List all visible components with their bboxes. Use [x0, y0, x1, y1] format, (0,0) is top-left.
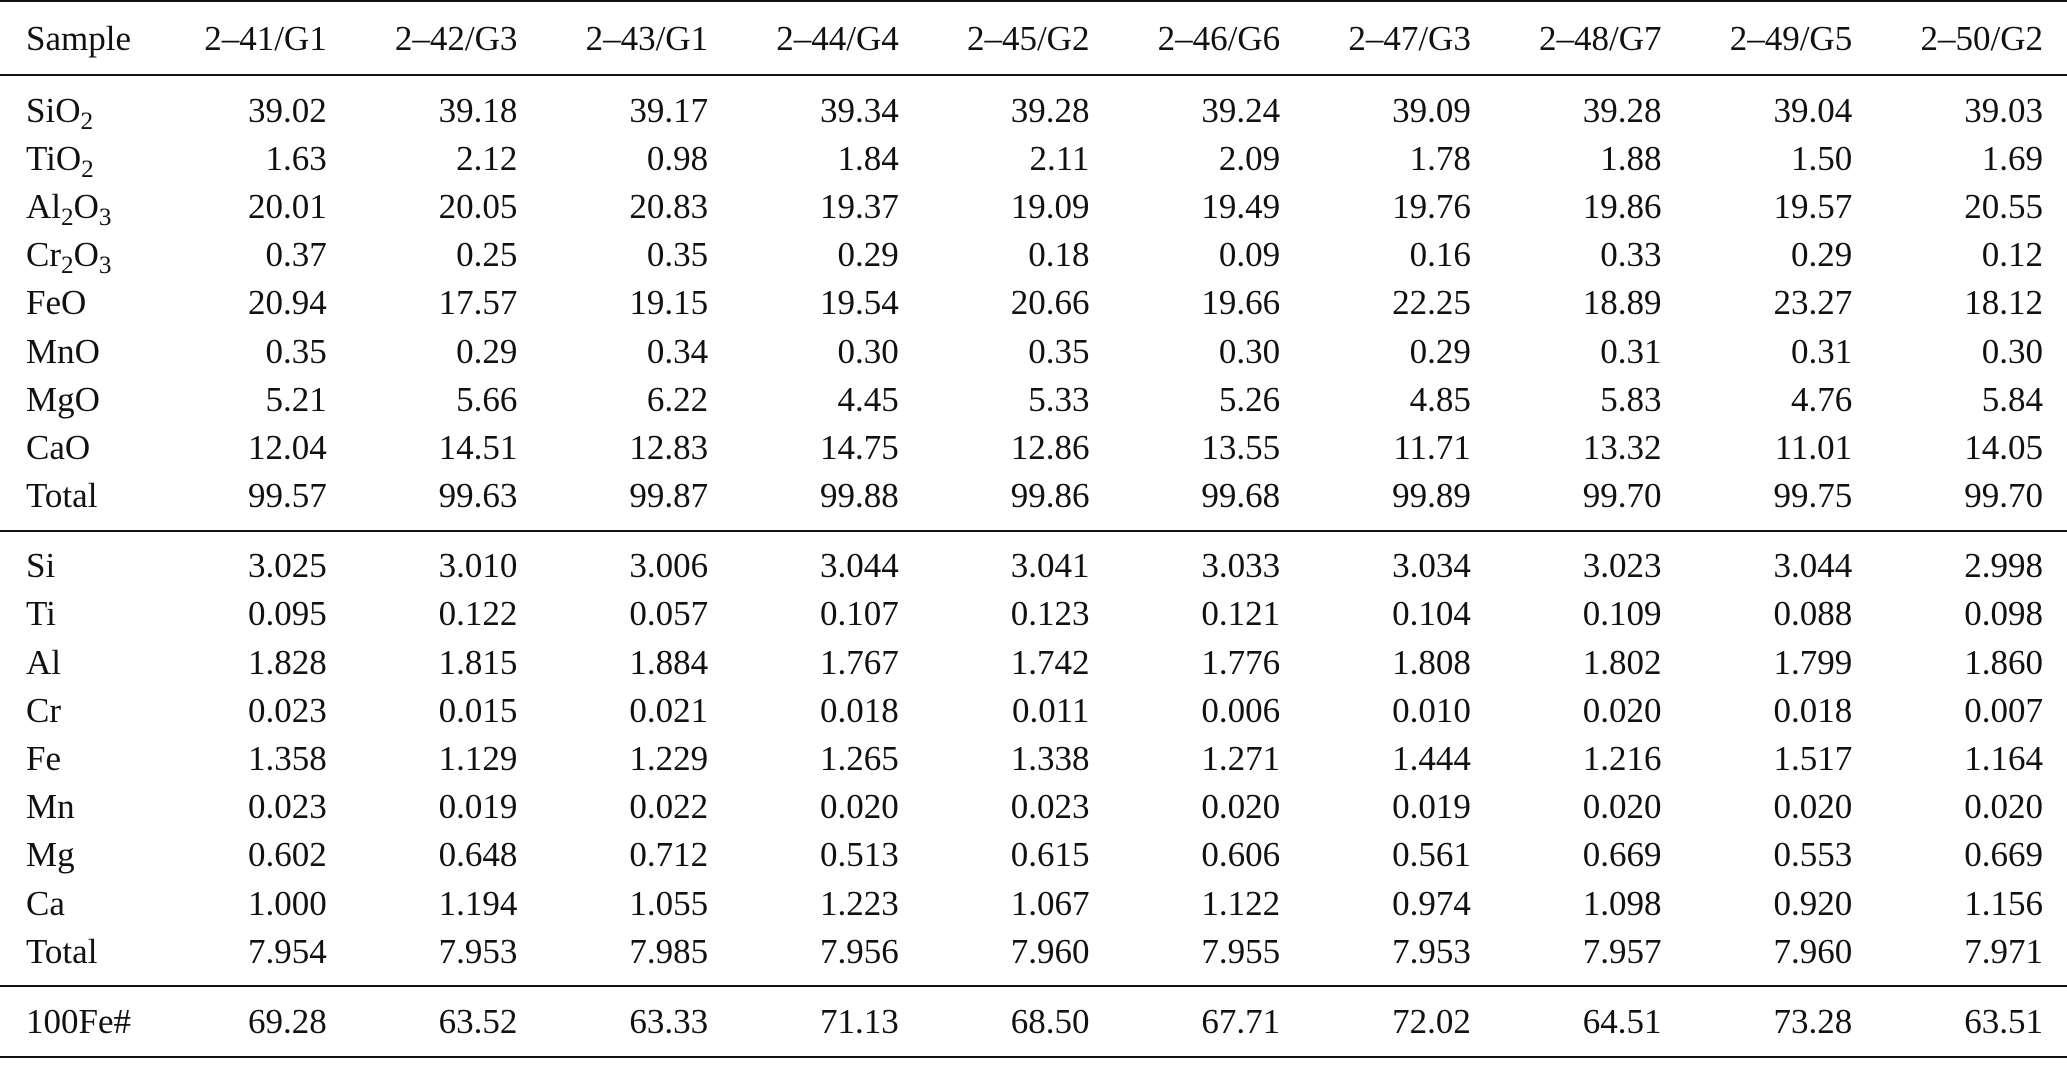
label-text: Si	[26, 546, 56, 586]
table-cell: 1.223	[820, 883, 899, 923]
table-cell: 0.109	[1582, 594, 1662, 634]
table-cell: 19.57	[1773, 186, 1853, 226]
oxide-row	[0, 327, 2067, 375]
table-cell: 0.020	[1201, 787, 1281, 827]
row-label	[0, 231, 160, 279]
table-body	[0, 75, 2067, 1057]
table-cell: 7.985	[629, 931, 709, 971]
table-cell: 0.018	[1773, 690, 1853, 730]
table-cell: 1.067	[1010, 883, 1090, 923]
cation-row	[0, 638, 2067, 686]
row-label	[0, 783, 160, 831]
table-cell: 1.88	[1600, 138, 1662, 178]
table-cell: 39.24	[1201, 90, 1281, 130]
oxide-row	[0, 423, 2067, 471]
column-header-sample-id: 2–50/G2	[1876, 1, 2067, 75]
label-subscript: 3	[98, 204, 112, 232]
table-cell: 19.37	[820, 186, 899, 226]
column-header-sample-id: 2–41/G1	[160, 1, 351, 75]
table-cell: 11.71	[1393, 427, 1471, 467]
table-cell: 0.98	[646, 138, 709, 178]
table-cell: 5.84	[1981, 379, 2043, 419]
table-cell: 0.019	[1392, 787, 1471, 827]
table-cell: 0.29	[1790, 235, 1853, 275]
table-cell: 19.66	[1201, 283, 1281, 323]
table-cell: 20.05	[438, 186, 518, 226]
table-cell: 0.020	[1964, 787, 2043, 827]
table-cell: 19.76	[1392, 186, 1471, 226]
table-cell: 12.04	[247, 427, 327, 467]
row-label	[0, 134, 160, 182]
row-label	[0, 423, 160, 471]
table-cell: 0.010	[1392, 690, 1471, 730]
table-cell: 0.057	[629, 594, 709, 634]
table-cell: 99.89	[1392, 476, 1471, 516]
table-cell: 1.216	[1582, 739, 1662, 779]
label-text: MnO	[26, 331, 100, 371]
table-cell: 1.098	[1582, 883, 1662, 923]
row-label	[0, 927, 160, 986]
column-header-sample-id: 2–49/G5	[1686, 1, 1877, 75]
table-cell: 18.12	[1964, 283, 2043, 323]
table-cell: 0.022	[629, 787, 709, 827]
table-cell: 3.023	[1495, 531, 1686, 590]
table-cell: 5.26	[1218, 379, 1281, 419]
table-cell: 7.957	[1582, 931, 1662, 971]
table-cell: 0.18	[1028, 235, 1090, 275]
table-cell: 0.35	[646, 235, 709, 275]
table-cell: 73.28	[1686, 986, 1877, 1056]
table-cell: 99.86	[1010, 476, 1090, 516]
table-cell: 39.28	[1582, 90, 1662, 130]
table-cell: 39.09	[1392, 90, 1471, 130]
row-label	[0, 472, 160, 531]
row-label	[0, 986, 160, 1056]
label-text: Cr	[26, 690, 61, 730]
table-cell: 0.602	[247, 835, 327, 875]
table-cell: 63.51	[1876, 986, 2067, 1056]
label-text: Al	[26, 642, 61, 682]
table-cell: 13.32	[1582, 427, 1662, 467]
table-cell: 1.271	[1201, 739, 1281, 779]
table-cell: 18.89	[1582, 283, 1662, 323]
table-cell: 3.025	[160, 531, 351, 590]
table-cell: 1.84	[837, 138, 899, 178]
table-cell: 2.09	[1218, 138, 1281, 178]
table-cell: 20.94	[247, 283, 327, 323]
label-text: MgO	[26, 379, 100, 419]
label-text: Al	[26, 186, 61, 226]
table-cell: 1.517	[1773, 739, 1853, 779]
table-cell: 0.669	[1582, 835, 1662, 875]
table-cell: 99.63	[438, 476, 518, 516]
label-subscript: 2	[61, 204, 74, 232]
table-cell: 11.01	[1774, 427, 1853, 467]
table-cell: 0.107	[820, 594, 899, 634]
row-label	[0, 638, 160, 686]
table-cell: 1.444	[1392, 739, 1471, 779]
table-cell: 0.098	[1964, 594, 2043, 634]
table-cell: 3.033	[1113, 531, 1304, 590]
table-cell: 0.920	[1773, 883, 1853, 923]
table-cell: 1.860	[1964, 642, 2043, 682]
cation-row	[0, 879, 2067, 927]
table-cell: 72.02	[1304, 986, 1495, 1056]
cation-row	[0, 734, 2067, 782]
label-subscript: 2	[61, 252, 74, 280]
table-cell: 20.55	[1964, 186, 2043, 226]
table-cell: 64.51	[1495, 986, 1686, 1056]
oxide-row	[0, 182, 2067, 230]
table-cell: 0.011	[1011, 690, 1090, 730]
table-cell: 0.669	[1964, 835, 2043, 875]
table-cell: 39.02	[247, 90, 327, 130]
summary-row	[0, 986, 2067, 1056]
table-cell: 1.828	[247, 642, 327, 682]
cation-row	[0, 783, 2067, 831]
table-cell: 0.648	[438, 835, 518, 875]
oxide-row	[0, 279, 2067, 327]
table-cell: 0.018	[820, 690, 899, 730]
table-cell: 39.03	[1964, 90, 2043, 130]
cation-row	[0, 590, 2067, 638]
table-cell: 1.055	[629, 883, 709, 923]
table-cell: 0.015	[438, 690, 518, 730]
table-cell: 0.020	[1582, 787, 1662, 827]
table-cell: 0.30	[837, 331, 899, 371]
label-text: Cr	[26, 235, 61, 275]
table-cell: 99.70	[1582, 476, 1662, 516]
table-cell: 39.04	[1773, 90, 1853, 130]
table-cell: 0.34	[646, 331, 709, 371]
label-text: 100Fe#	[26, 1001, 131, 1041]
column-header-sample-id: 2–45/G2	[923, 1, 1114, 75]
table-cell: 6.22	[646, 379, 709, 419]
table-cell: 7.960	[1773, 931, 1853, 971]
table-cell: 0.35	[265, 331, 327, 371]
table-cell: 3.041	[923, 531, 1114, 590]
table-cell: 1.69	[1981, 138, 2043, 178]
table-cell: 0.021	[629, 690, 709, 730]
oxide-row	[0, 134, 2067, 182]
table-cell: 0.561	[1392, 835, 1471, 875]
table-cell: 99.75	[1773, 476, 1853, 516]
table-cell: 1.229	[629, 739, 709, 779]
row-label	[0, 531, 160, 590]
table-cell: 0.023	[1010, 787, 1090, 827]
row-label	[0, 831, 160, 879]
oxide-row	[0, 231, 2067, 279]
table-cell: 0.30	[1981, 331, 2043, 371]
table-cell: 0.29	[1409, 331, 1471, 371]
column-header-sample: Sample	[0, 1, 160, 75]
row-label	[0, 590, 160, 638]
row-label	[0, 879, 160, 927]
column-header-sample-id: 2–46/G6	[1113, 1, 1304, 75]
table-cell: 3.006	[541, 531, 732, 590]
table-cell: 3.010	[351, 531, 542, 590]
table-cell: 19.86	[1582, 186, 1662, 226]
table-cell: 0.122	[438, 594, 518, 634]
table-cell: 14.51	[438, 427, 518, 467]
table-cell: 2.12	[456, 138, 518, 178]
table-cell: 1.815	[438, 642, 518, 682]
label-text: Fe	[26, 739, 61, 779]
label-text: TiO	[26, 138, 82, 178]
table-cell: 14.05	[1964, 427, 2043, 467]
table-cell: 3.044	[732, 531, 923, 590]
table-cell: 0.615	[1010, 835, 1090, 875]
table-cell: 3.044	[1686, 531, 1877, 590]
label-text: Mg	[26, 835, 75, 875]
table-cell: 7.960	[1010, 931, 1090, 971]
table-cell: 0.121	[1201, 594, 1281, 634]
table-cell: 0.513	[820, 835, 899, 875]
row-label	[0, 182, 160, 230]
table-cell: 67.71	[1113, 986, 1304, 1056]
table-cell: 19.09	[1010, 186, 1090, 226]
column-header-sample-id: 2–47/G3	[1304, 1, 1495, 75]
table-cell: 1.802	[1582, 642, 1662, 682]
label-text: Ti	[26, 594, 56, 634]
oxide-row	[0, 472, 2067, 531]
table-cell: 0.29	[456, 331, 518, 371]
table-cell: 68.50	[923, 986, 1114, 1056]
table-cell: 1.265	[820, 739, 899, 779]
label-text: Ca	[26, 883, 65, 923]
table-cell: 0.020	[820, 787, 899, 827]
label-text: Total	[26, 476, 98, 516]
table-cell: 12.86	[1010, 427, 1090, 467]
table-cell: 1.194	[438, 883, 518, 923]
row-label	[0, 327, 160, 375]
table-cell: 7.953	[438, 931, 518, 971]
table-cell: 1.000	[247, 883, 327, 923]
table-cell: 22.25	[1392, 283, 1471, 323]
table-cell: 7.956	[820, 931, 899, 971]
label-text: CaO	[26, 427, 91, 467]
table-cell: 19.49	[1201, 186, 1281, 226]
table-cell: 1.742	[1010, 642, 1090, 682]
table-cell: 14.75	[820, 427, 899, 467]
oxide-row	[0, 75, 2067, 134]
cation-row	[0, 831, 2067, 879]
table-cell: 1.767	[820, 642, 899, 682]
table-cell: 99.88	[820, 476, 899, 516]
table-cell: 63.52	[351, 986, 542, 1056]
table-cell: 99.70	[1964, 476, 2043, 516]
table-cell: 0.25	[456, 235, 518, 275]
table-cell: 17.57	[438, 283, 518, 323]
table-cell: 3.034	[1304, 531, 1495, 590]
table-cell: 0.29	[837, 235, 899, 275]
table-cell: 20.01	[247, 186, 327, 226]
table-cell: 1.776	[1201, 642, 1281, 682]
label-text: O	[73, 235, 99, 275]
label-text: Mn	[26, 787, 75, 827]
table-cell: 1.358	[247, 739, 327, 779]
label-text: SiO	[26, 90, 81, 130]
cation-row	[0, 927, 2067, 986]
row-label	[0, 279, 160, 327]
label-subscript: 2	[80, 107, 94, 135]
label-subscript: 2	[81, 155, 94, 183]
table-cell: 99.57	[247, 476, 327, 516]
table-cell: 20.66	[1010, 283, 1090, 323]
label-text: FeO	[26, 283, 87, 323]
table-cell: 5.33	[1028, 379, 1090, 419]
table-cell: 4.76	[1790, 379, 1853, 419]
table-cell: 2.998	[1876, 531, 2067, 590]
table-cell: 0.088	[1773, 594, 1853, 634]
table-cell: 1.884	[629, 642, 709, 682]
column-header-sample-id: 2–48/G7	[1495, 1, 1686, 75]
table-cell: 0.974	[1392, 883, 1471, 923]
table-cell: 1.50	[1790, 138, 1853, 178]
table-cell: 99.87	[629, 476, 709, 516]
row-label	[0, 686, 160, 734]
table-cell: 4.85	[1409, 379, 1471, 419]
table-cell: 0.712	[629, 835, 709, 875]
table-cell: 1.338	[1010, 739, 1090, 779]
table-cell: 0.16	[1409, 235, 1471, 275]
table-cell: 0.020	[1582, 690, 1662, 730]
table-cell: 0.020	[1773, 787, 1853, 827]
table-cell: 0.023	[247, 690, 327, 730]
table-header-row	[0, 1, 2067, 75]
label-text: Total	[26, 931, 98, 971]
table-cell: 1.156	[1964, 883, 2043, 923]
table-cell: 5.83	[1600, 379, 1662, 419]
table-cell: 20.83	[629, 186, 709, 226]
table-cell: 4.45	[837, 379, 899, 419]
table-cell: 1.799	[1773, 642, 1853, 682]
table-cell: 19.54	[820, 283, 899, 323]
table-cell: 0.104	[1392, 594, 1471, 634]
table-cell: 7.971	[1964, 931, 2043, 971]
row-label	[0, 375, 160, 423]
table-cell: 69.28	[160, 986, 351, 1056]
cation-row	[0, 531, 2067, 590]
table-cell: 1.164	[1964, 739, 2043, 779]
table-cell: 0.123	[1010, 594, 1090, 634]
table-cell: 23.27	[1773, 283, 1853, 323]
table-cell: 0.35	[1028, 331, 1090, 371]
table-cell: 39.18	[438, 90, 518, 130]
table-cell: 5.21	[265, 379, 327, 419]
table-cell: 0.095	[247, 594, 327, 634]
table-cell: 39.17	[629, 90, 709, 130]
table-cell: 12.83	[629, 427, 709, 467]
table-cell: 0.019	[438, 787, 518, 827]
table-cell: 1.122	[1201, 883, 1281, 923]
table-cell: 0.12	[1981, 235, 2043, 275]
table-cell: 1.63	[265, 138, 327, 178]
table-cell: 5.66	[456, 379, 518, 419]
oxide-row	[0, 375, 2067, 423]
label-subscript: 3	[98, 252, 112, 280]
table-cell: 0.31	[1790, 331, 1853, 371]
table-cell: 1.808	[1392, 642, 1471, 682]
table-cell: 39.34	[820, 90, 899, 130]
cation-row	[0, 686, 2067, 734]
table-cell: 0.606	[1201, 835, 1281, 875]
table-cell: 0.006	[1201, 690, 1281, 730]
column-header-sample-id: 2–42/G3	[351, 1, 542, 75]
row-label	[0, 734, 160, 782]
table-cell: 13.55	[1201, 427, 1281, 467]
table-cell: 7.954	[247, 931, 327, 971]
table-cell: 0.007	[1964, 690, 2043, 730]
table-cell: 0.31	[1600, 331, 1662, 371]
table-cell: 0.30	[1218, 331, 1281, 371]
table-cell: 19.15	[629, 283, 709, 323]
table-cell: 2.11	[1029, 138, 1090, 178]
table-cell: 0.09	[1218, 235, 1281, 275]
table-cell: 0.553	[1773, 835, 1853, 875]
table-cell: 71.13	[732, 986, 923, 1056]
table-cell: 0.023	[247, 787, 327, 827]
table-cell: 63.33	[541, 986, 732, 1056]
table-cell: 1.129	[438, 739, 518, 779]
table-cell: 7.953	[1392, 931, 1471, 971]
table-cell: 99.68	[1201, 476, 1281, 516]
table-cell: 7.955	[1201, 931, 1281, 971]
label-text: O	[73, 186, 99, 226]
table-cell: 0.33	[1600, 235, 1662, 275]
row-label	[0, 75, 160, 134]
table-cell: 0.37	[265, 235, 327, 275]
column-header-sample-id: 2–44/G4	[732, 1, 923, 75]
column-header-sample-id: 2–43/G1	[541, 1, 732, 75]
table-cell: 39.28	[1010, 90, 1090, 130]
table-cell: 1.78	[1409, 138, 1471, 178]
